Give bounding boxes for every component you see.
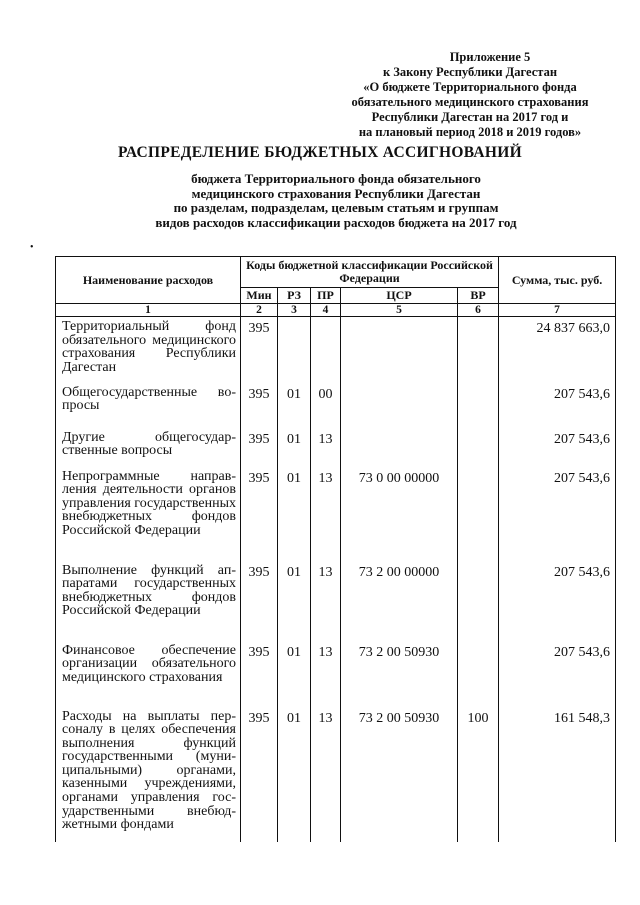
row-vr — [458, 428, 499, 467]
col-number: 2 — [241, 304, 278, 317]
subtitle-line: по разделам, подразделам, целевым статьям и группам — [173, 200, 499, 215]
row-sum: 207 543,6 — [499, 641, 616, 707]
row-pr: 13 — [311, 707, 341, 842]
stray-mark: • — [30, 242, 34, 253]
row-vr — [458, 641, 499, 707]
row-rz: 01 — [278, 561, 311, 641]
row-vr: 100 — [458, 707, 499, 842]
row-min: 395 — [241, 707, 278, 842]
row-csr — [341, 428, 458, 467]
row-min: 395 — [241, 428, 278, 467]
table-row — [56, 317, 616, 383]
row-name: Выполнение функций аппаратами государственных внебюджетных фондов Российской Федерации — [56, 561, 241, 641]
subtitle-line: бюджета Территориального фонда обязательного — [191, 171, 481, 186]
row-vr — [458, 467, 499, 561]
col-number: 5 — [341, 304, 458, 317]
row-csr: 73 2 00 00000 — [341, 561, 458, 641]
appendix-line: обязательного медицинского страхования — [351, 95, 589, 109]
column-number-row — [56, 304, 616, 317]
row-rz: 01 — [278, 641, 311, 707]
row-sum: 161 548,3 — [499, 707, 616, 842]
row-pr: 13 — [311, 561, 341, 641]
col-number: 1 — [56, 304, 241, 317]
row-vr — [458, 561, 499, 641]
table-row — [56, 641, 616, 707]
col-number: 3 — [278, 304, 311, 317]
row-min: 395 — [241, 383, 278, 428]
header-codes: Коды бюджетной классификации Российской Федерации — [241, 257, 499, 288]
row-pr: 13 — [311, 641, 341, 707]
header-csr: ЦСР — [341, 288, 458, 304]
subtitle-line: медицинского страхования Республики Дагестан — [191, 185, 481, 201]
row-min: 395 — [241, 317, 278, 383]
col-number: 6 — [458, 304, 499, 317]
row-name: Расходы на выплаты персоналу в целях обеспечения выполнения функций государственными (муниципальными) органами, казенными учреждениями, органами управления государственными внебюджетными фондами — [56, 707, 241, 842]
table-row — [56, 561, 616, 641]
appendix-line: Приложение 5 — [449, 50, 531, 64]
row-csr — [341, 317, 458, 383]
row-sum: 207 543,6 — [499, 467, 616, 561]
row-csr — [341, 383, 458, 428]
appendix-line: «О бюджете Территориального фонда — [363, 80, 577, 94]
row-pr: 13 — [311, 467, 341, 561]
row-vr — [458, 383, 499, 428]
row-rz — [278, 317, 311, 383]
document-subtitle — [0, 172, 640, 230]
header-sum: Сумма, тыс. руб. — [499, 257, 616, 304]
row-csr: 73 2 00 50930 — [341, 707, 458, 842]
row-sum: 207 543,6 — [499, 428, 616, 467]
header-vr: ВР — [458, 288, 499, 304]
row-rz: 01 — [278, 707, 311, 842]
row-sum: 207 543,6 — [499, 383, 616, 428]
appendix-line: к Закону Республики Дагестан — [382, 65, 558, 79]
row-rz: 01 — [278, 383, 311, 428]
row-name: Общегосударственные вопросы — [56, 383, 241, 428]
row-name: Территориальный фонд обязательного медицинского страхования Республики Дагестан — [56, 317, 241, 383]
row-pr: 13 — [311, 428, 341, 467]
row-min: 395 — [241, 561, 278, 641]
row-rz: 01 — [278, 428, 311, 467]
row-name: Финансовое обеспечение организации обязательного медицинского страхования — [56, 641, 241, 707]
row-pr: 00 — [311, 383, 341, 428]
appendix-line: Республики Дагестан на 2017 год и — [371, 110, 569, 124]
row-vr — [458, 317, 499, 383]
header-rz: РЗ — [278, 288, 311, 304]
table-row — [56, 428, 616, 467]
row-sum: 207 543,6 — [499, 561, 616, 641]
col-number: 4 — [311, 304, 341, 317]
appendix-block — [300, 50, 640, 140]
table-row — [56, 707, 616, 842]
row-min: 395 — [241, 641, 278, 707]
table-row — [56, 467, 616, 561]
row-csr: 73 2 00 50930 — [341, 641, 458, 707]
row-name: Другие общегосударственные вопросы — [56, 428, 241, 467]
row-name: Непрограммные направления деятельности органов управления государственных внебюджетных фондов Российской Федерации — [56, 467, 241, 561]
row-min: 395 — [241, 467, 278, 561]
subtitle-line: видов расходов классификации расходов бюджета на 2017 год — [155, 214, 517, 230]
table-row — [56, 383, 616, 428]
row-csr: 73 0 00 00000 — [341, 467, 458, 561]
appendix-line: на плановый период 2018 и 2019 годов» — [358, 125, 582, 139]
row-sum: 24 837 663,0 — [499, 317, 616, 383]
row-rz: 01 — [278, 467, 311, 561]
row-pr — [311, 317, 341, 383]
header-name: Наименование расходов — [56, 257, 241, 304]
header-pr: ПР — [311, 288, 341, 304]
header-min: Мин — [241, 288, 278, 304]
budget-table — [55, 256, 616, 842]
document-title: РАСПРЕДЕЛЕНИЕ БЮДЖЕТНЫХ АССИГНОВАНИЙ — [118, 144, 522, 161]
col-number: 7 — [499, 304, 616, 317]
